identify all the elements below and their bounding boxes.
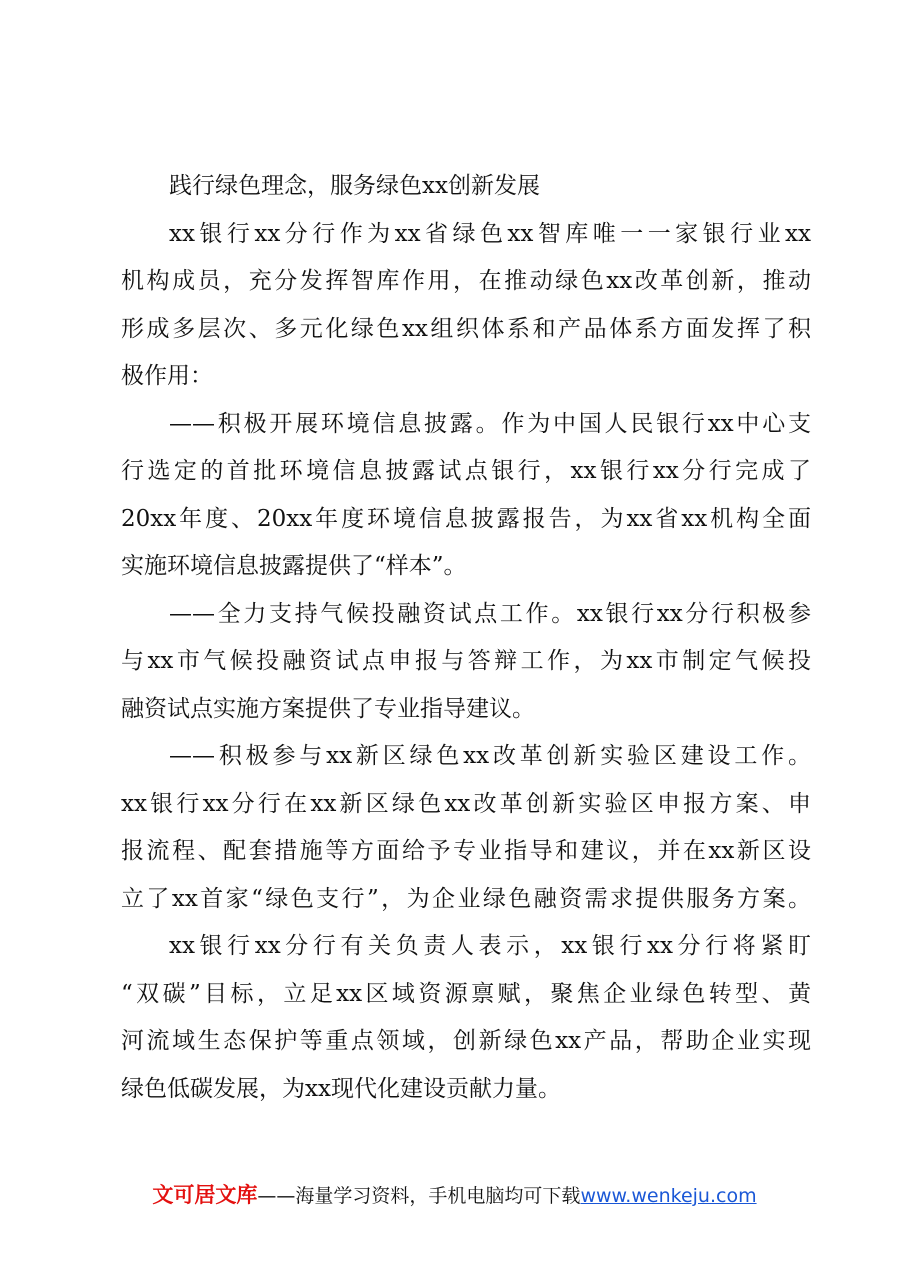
- paragraph-2-line-4: 实施环境信息披露提供了“样本”。: [121, 553, 467, 579]
- paragraph-5-line-4: 绿色低碳发展，为xx现代化建设贡献力量。: [121, 1076, 561, 1102]
- paragraph-1-line-4: 极作用：: [121, 363, 213, 389]
- footer-tagline: ——海量学习资料，手机电脑均可下载: [257, 1185, 581, 1207]
- footer-brand-name: 文可居文库: [152, 1183, 258, 1207]
- footer-url-link[interactable]: www.wenkeju.com: [580, 1185, 757, 1207]
- paragraph-1-line-2: 机构成员，充分发挥智库作用，在推动绿色xx改革创新，推动: [121, 268, 811, 294]
- paragraph-3-line-2: 与xx市气候投融资试点申报与答辩工作，为xx市制定气候投: [121, 648, 811, 674]
- paragraph-2-line-2: 行选定的首批环境信息披露试点银行，xx银行xx分行完成了: [121, 458, 811, 484]
- footer-banner: [0, 1180, 909, 1211]
- paragraph-4-line-3: 报流程、配套措施等方面给予专业指导和建议，并在xx新区设: [121, 838, 811, 864]
- paragraph-3-line-1: ——全力支持气候投融资试点工作。xx银行xx分行积极参: [169, 601, 811, 627]
- document-title: 践行绿色理念，服务绿色xx创新发展: [169, 173, 540, 199]
- paragraph-4-line-4: 立了xx首家“绿色支行”，为企业绿色融资需求提供服务方案。: [121, 886, 811, 912]
- paragraph-3-line-3: 融资试点实施方案提供了专业指导建议。: [121, 696, 535, 722]
- paragraph-4-line-2: xx银行xx分行在xx新区绿色xx改革创新实验区申报方案、申: [121, 791, 811, 817]
- paragraph-1-line-1: xx银行xx分行作为xx省绿色xx智库唯一一家银行业xx: [169, 221, 811, 247]
- paragraph-5-line-2: “双碳”目标，立足xx区域资源禀赋，聚焦企业绿色转型、黄: [121, 981, 811, 1007]
- paragraph-5-line-3: 河流域生态保护等重点领域，创新绿色xx产品，帮助企业实现: [121, 1028, 811, 1054]
- paragraph-2-line-3: 20xx年度、20xx年度环境信息披露报告，为xx省xx机构全面: [121, 506, 811, 532]
- paragraph-4-line-1: ——积极参与xx新区绿色xx改革创新实验区建设工作。: [169, 743, 811, 769]
- paragraph-1-line-3: 形成多层次、多元化绿色xx组织体系和产品体系方面发挥了积: [121, 316, 811, 342]
- paragraph-5-line-1: xx银行xx分行有关负责人表示，xx银行xx分行将紧盯: [169, 933, 811, 959]
- paragraph-2-line-1: ——积极开展环境信息披露。作为中国人民银行xx中心支: [169, 411, 811, 437]
